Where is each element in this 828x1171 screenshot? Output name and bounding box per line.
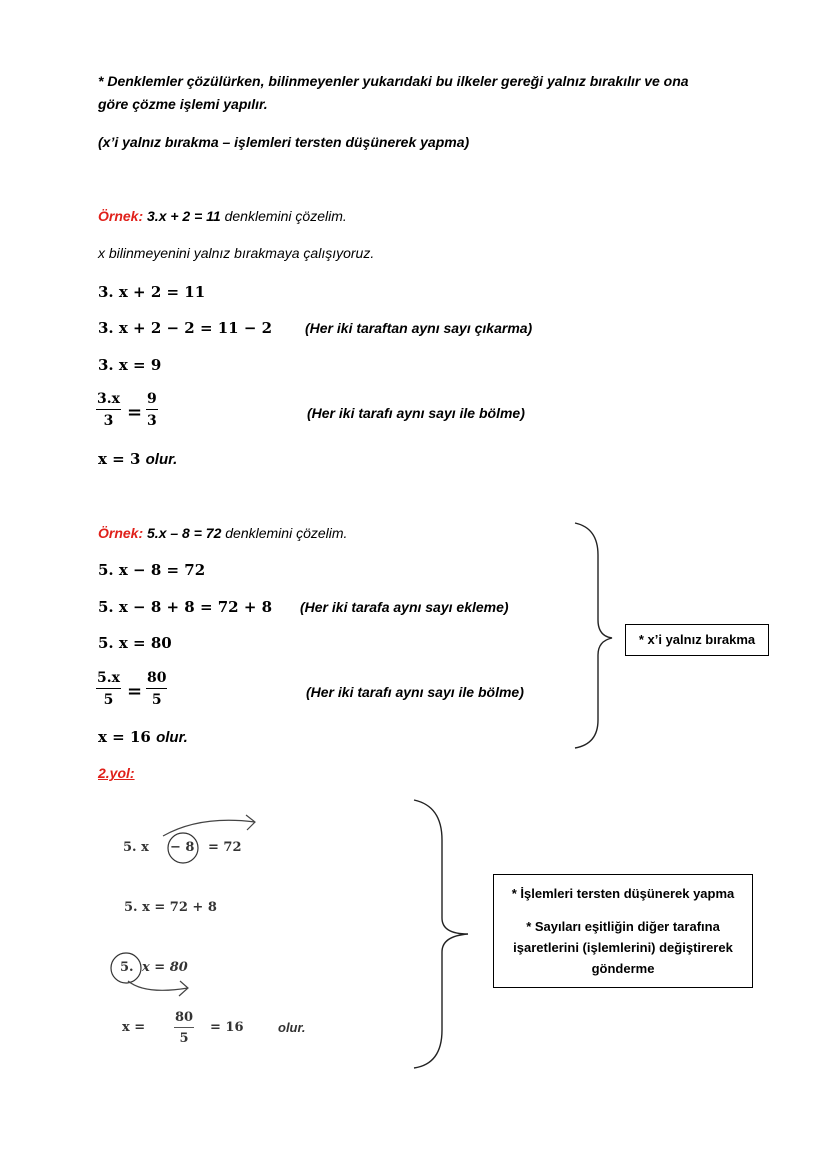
curly-brace-2 [414, 800, 468, 1068]
numerator: 80 [174, 1010, 194, 1028]
circle-minus-8 [168, 833, 198, 863]
example2-summary-box: * x’i yalnız bırakma [625, 624, 769, 656]
example1-step3: 3. x = 9 [98, 356, 162, 374]
denominator: 5 [179, 1031, 189, 1046]
result-suffix: olur. [156, 729, 188, 746]
method2-line3-circled: 5. [120, 960, 134, 975]
numerator: 3.x [96, 391, 121, 410]
method2-line2: 5. x = 72 + 8 [124, 900, 217, 915]
curly-brace-1 [575, 523, 612, 748]
circle-5 [111, 953, 141, 983]
result-equation: x = 3 [98, 450, 141, 468]
example2-step1: 5. x − 8 = 72 [98, 561, 206, 579]
numerator: 5.x [96, 670, 121, 689]
method2-line4-a: x = [122, 1020, 146, 1035]
example2-step3: 5. x = 80 [98, 634, 172, 652]
numerator: 9 [146, 391, 158, 410]
example2-step2-comment: (Her iki tarafa aynı sayı ekleme) [300, 599, 509, 615]
method2-label: 2.yol: [98, 765, 135, 781]
denominator: 3 [103, 413, 114, 429]
example2-fraction-equals: = [127, 681, 143, 702]
box-line-2: * Sayıları eşitliğin diğer tarafına işaretlerini (işlemlerini) değiştirerek gönderme [513, 919, 733, 976]
example1-step4-comment: (Her iki tarafı aynı sayı ile bölme) [307, 405, 525, 421]
example-suffix: denklemini çözelim. [224, 208, 347, 224]
method2-line3-b: x = 80 [142, 960, 188, 975]
result-equation: x = 16 [98, 728, 151, 746]
example2-step4-comment: (Her iki tarafı aynı sayı ile bölme) [306, 684, 524, 700]
example-label: Örnek: [98, 208, 144, 224]
intro-line-2: göre çözme işlemi yapılır. [98, 96, 268, 112]
example2-step2: 5. x − 8 + 8 = 72 + 8 [98, 598, 273, 616]
denominator: 3 [147, 413, 157, 429]
method2-line4-suffix: olur. [278, 1020, 306, 1035]
denominator: 5 [103, 692, 114, 708]
method2-line1-b: = 72 [208, 840, 242, 855]
method2-line1-a: 5. x [123, 840, 149, 855]
numerator: 80 [146, 670, 167, 689]
example-equation: 5.x – 8 = 72 [147, 525, 222, 541]
denominator: 5 [151, 692, 162, 708]
example1-fraction-equals: = [127, 402, 143, 423]
example1-step2: 3. x + 2 − 2 = 11 − 2 [98, 319, 273, 337]
method2-line4-b: = 16 [210, 1020, 244, 1035]
intro-line-3: (x’i yalnız bırakma – işlemleri tersten düşünerek yapma) [98, 134, 470, 150]
intro-line-1: * Denklemler çözülürken, bilinmeyenler yukarıdaki bu ilkeler gereği yalnız bırakılır ve ona [98, 73, 689, 89]
arrow-1-icon [163, 815, 255, 836]
example1-note: x bilinmeyenini yalnız bırakmaya çalışıyoruz. [98, 245, 375, 261]
example1-step1: 3. x + 2 = 11 [98, 283, 206, 301]
example1-step2-comment: (Her iki taraftan aynı sayı çıkarma) [305, 320, 533, 336]
example-equation: 3.x + 2 = 11 [147, 208, 221, 224]
method2-line1-circled: − 8 [170, 840, 195, 855]
arrow-2-icon [128, 981, 188, 996]
example-suffix: denklemini çözelim. [225, 525, 348, 541]
box-line-1: * İşlemleri tersten düşünerek yapma [511, 886, 735, 901]
result-suffix: olur. [145, 451, 178, 468]
example-label: Örnek: [98, 525, 144, 541]
